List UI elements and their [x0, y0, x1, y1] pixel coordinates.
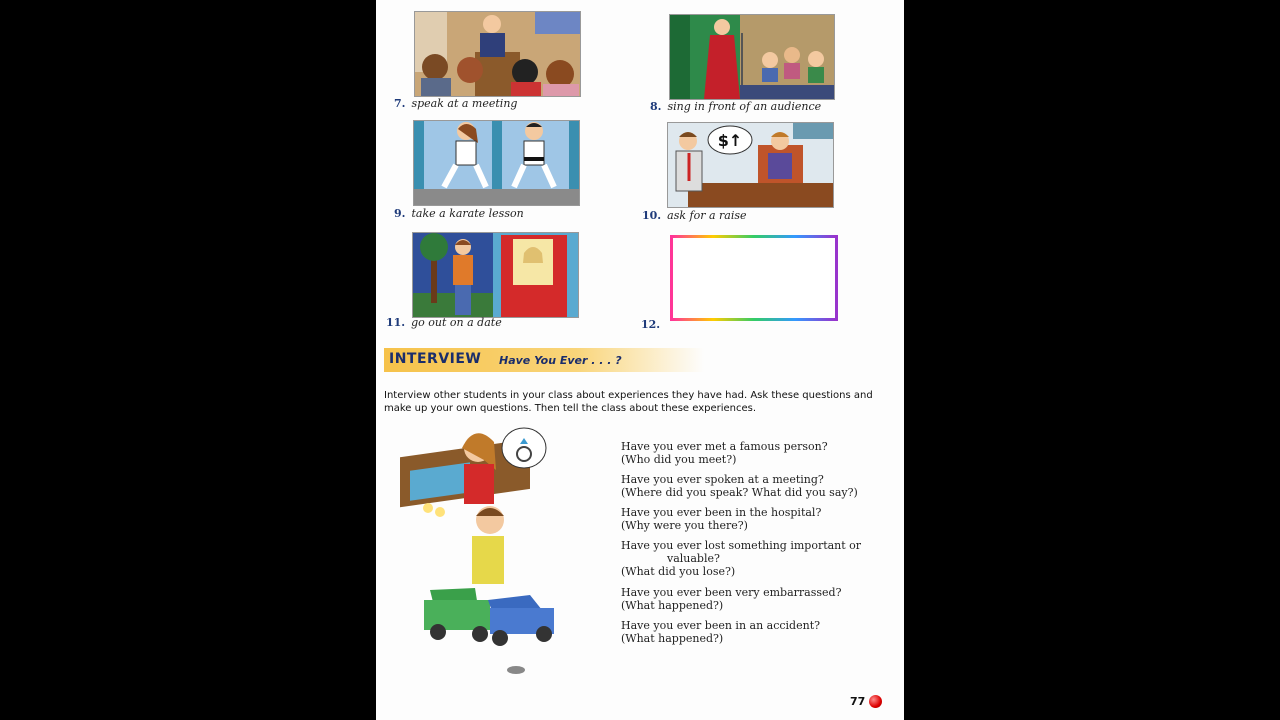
followup: (Why were you there?) — [621, 519, 748, 532]
item-caption: go out on a date — [411, 316, 502, 329]
interview-subtitle: Have You Ever . . . ? — [499, 354, 622, 367]
followup: (What happened?) — [621, 632, 724, 645]
followup: (Where did you speak? What did you say?) — [621, 486, 858, 499]
question-block — [621, 539, 891, 578]
followup: (Who did you meet?) — [621, 453, 737, 466]
picture-take-karate-lesson — [413, 120, 580, 206]
picture-ask-for-raise — [667, 122, 834, 208]
item-number: 8. — [650, 100, 662, 113]
picture-speak-at-meeting — [414, 11, 581, 97]
interview-title: INTERVIEW — [389, 351, 482, 367]
item-number: 10. — [642, 209, 662, 222]
interview-instructions: Interview other students in your class about experiences they have had. Ask these questions and make up your own questions. Then tell the class about these experiences. — [384, 390, 873, 414]
question-block — [621, 619, 891, 645]
item-number: 12. — [641, 318, 661, 331]
item-caption: sing in front of an audience — [667, 100, 822, 113]
question-block — [621, 473, 891, 499]
question: Have you ever met a famous person? — [621, 440, 828, 453]
item-caption: take a karate lesson — [411, 207, 524, 220]
question-block — [621, 440, 891, 466]
item-number: 9. — [394, 207, 406, 220]
interview-banner — [384, 348, 704, 372]
empty-picture-frame — [670, 235, 838, 321]
question: Have you ever been in an accident? — [621, 619, 821, 632]
question: Have you ever spoken at a meeting? — [621, 473, 824, 486]
interview-illustration — [380, 420, 570, 680]
question-block — [621, 586, 891, 612]
picture-sing-in-front-of-audience — [669, 14, 835, 100]
picture-go-out-on-date — [412, 232, 579, 318]
question: Have you ever been in the hospital? — [621, 506, 822, 519]
followup: (What did you lose?) — [621, 565, 736, 578]
item-number: 11. — [386, 316, 406, 329]
question-block — [621, 506, 891, 532]
question-continued: valuable? — [667, 552, 720, 565]
page-dot-icon — [869, 695, 882, 708]
item-number: 7. — [394, 97, 406, 110]
page-number: 77 — [850, 695, 866, 708]
thought-bubble-text: $↑ — [717, 131, 743, 150]
item-caption: speak at a meeting — [411, 97, 518, 110]
item-caption: ask for a raise — [667, 209, 747, 222]
followup: (What happened?) — [621, 599, 724, 612]
question: Have you ever been very embarrassed? — [621, 586, 842, 599]
question: Have you ever lost something important or — [621, 539, 862, 552]
textbook-page — [376, 0, 904, 720]
